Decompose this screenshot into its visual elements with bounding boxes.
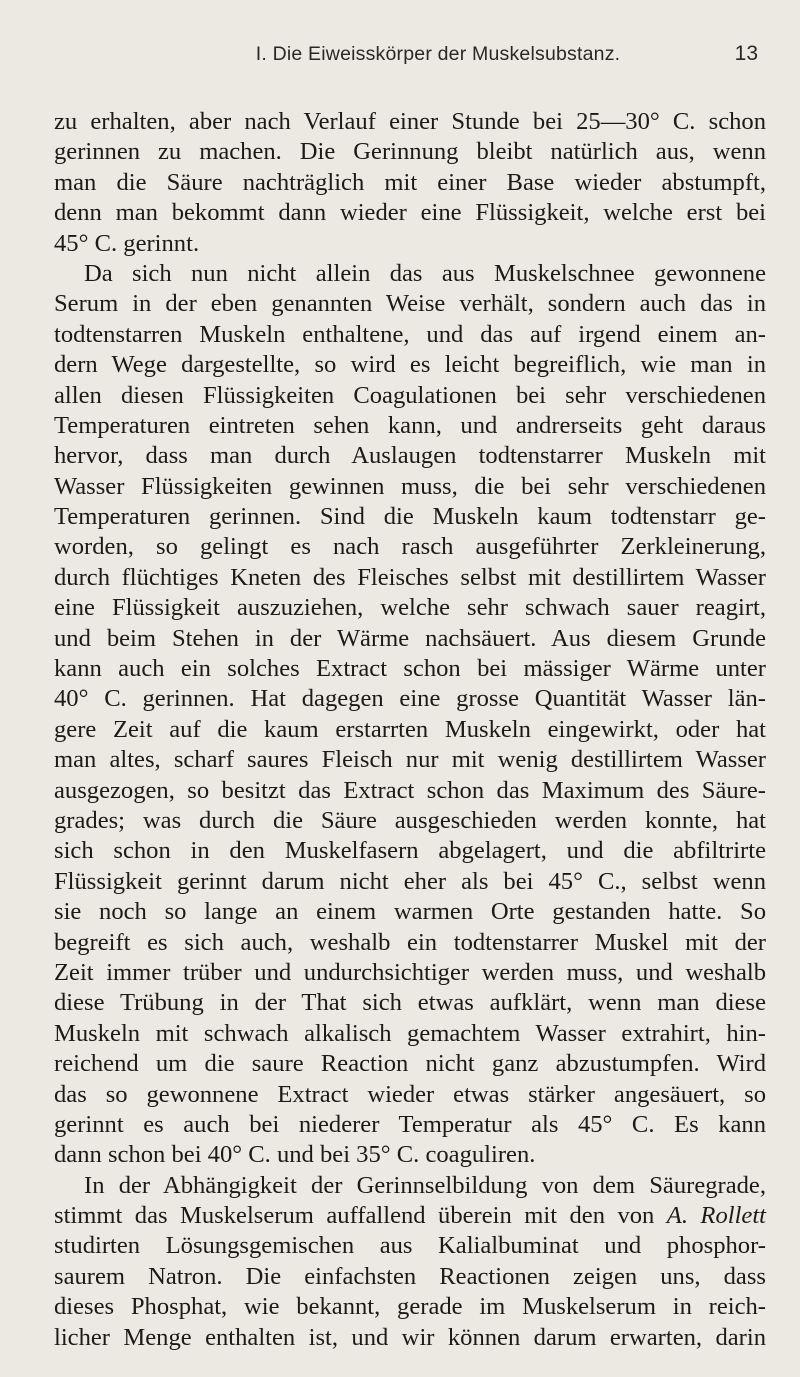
- text-line: zu erhalten, aber nach Verlauf einer Stunde bei 25—30° C. schon: [54, 108, 766, 135]
- text-line: Wasser Flüssigkeiten gewinnen muss, die bei sehr verschiedenen: [54, 472, 766, 500]
- text-line: dann schon bei 40° C. und bei 35° C. coaguliren.: [54, 1141, 536, 1169]
- text-line: Serum in der eben genannten Weise verhält, sondern auch das in: [54, 290, 766, 318]
- text-line: saurem Natron. Die einfachsten Reactionen zeigen uns, dass: [54, 1262, 766, 1290]
- text-line: diese Trübung in der That sich etwas aufklärt, wenn man diese: [54, 989, 766, 1017]
- text-line: denn man bekommt dann wieder eine Flüssigkeit, welche erst bei: [54, 199, 766, 227]
- text-line: man altes, scharf saures Fleisch nur mit wenig destillirtem Wasser: [54, 746, 766, 774]
- paragraph-start-line: In der Abhängigkeit der Gerinnselbildung von dem Säuregrade,: [84, 1171, 766, 1199]
- text-line: Muskeln mit schwach alkalisch gemachtem Wasser extrahirt, hin-: [54, 1019, 766, 1047]
- running-title: I. Die Eiweisskörper der Muskelsubstanz.: [255, 43, 621, 65]
- text-line: todtenstarren Muskeln enthaltene, und das auf irgend einem an-: [54, 320, 766, 348]
- text-line: man die Säure nachträglich mit einer Base wieder abstumpft,: [54, 168, 766, 196]
- text-line: begreift es sich auch, weshalb ein todtenstarrer Muskel mit der: [54, 928, 766, 956]
- text-line: das so gewonnene Extract wieder etwas stärker angesäuert, so: [54, 1080, 766, 1108]
- text-line: licher Menge enthalten ist, und wir können darum erwarten, darin: [54, 1323, 766, 1351]
- text-line: grades; was durch die Säure ausgeschieden werden konnte, hat: [54, 806, 766, 834]
- text-line: 40° C. gerinnen. Hat dagegen eine grosse Quantität Wasser län-: [54, 685, 766, 713]
- text-line: gerinnen zu machen. Die Gerinnung bleibt natürlich aus, wenn: [54, 138, 766, 166]
- text-line: allen diesen Flüssigkeiten Coagulationen bei sehr verschiedenen: [54, 381, 766, 409]
- running-header: [106, 40, 760, 72]
- text-line: kann auch ein solches Extract schon bei mässiger Wärme unter: [54, 655, 766, 683]
- line-text-before-author: stimmt das Muskelserum auffallend überein mit den von: [54, 1202, 667, 1230]
- text-line: dern Wege dargestellte, so wird es leicht begreiflich, wie man in: [54, 351, 766, 379]
- text-line-with-author: [54, 1201, 766, 1231]
- text-line: studirten Lösungsgemischen aus Kalialbuminat und phosphor-: [54, 1232, 766, 1260]
- text-line: Temperaturen eintreten sehen kann, und andrerseits geht daraus: [54, 411, 766, 439]
- text-line: eine Flüssigkeit auszuziehen, welche sehr schwach sauer reagirt,: [54, 594, 766, 622]
- text-line: dieses Phosphat, wie bekannt, gerade im Muskelserum in reich-: [54, 1293, 766, 1321]
- text-line: worden, so gelingt es nach rasch ausgeführter Zerkleinerung,: [54, 533, 766, 561]
- page-number: 13: [734, 42, 758, 65]
- text-line: Zeit immer trüber und undurchsichtiger werden muss, und weshalb: [54, 958, 766, 986]
- text-line: durch flüchtiges Kneten des Fleisches selbst mit destillirtem Wasser: [54, 563, 766, 591]
- text-line: Flüssigkeit gerinnt darum nicht eher als bei 45° C., selbst wenn: [54, 867, 766, 895]
- body-text: [54, 107, 766, 1353]
- text-line: gere Zeit auf die kaum erstarrten Muskeln eingewirkt, oder hat: [54, 715, 766, 743]
- text-line: 45° C. gerinnt.: [54, 229, 200, 257]
- text-line: reichend um die saure Reaction nicht ganz abzustumpfen. Wird: [54, 1050, 766, 1078]
- text-line: sie noch so lange an einem warmen Orte gestanden hatte. So: [54, 898, 766, 926]
- text-line: ausgezogen, so besitzt das Extract schon das Maximum des Säure-: [54, 776, 766, 804]
- text-line: gerinnt es auch bei niederer Temperatur als 45° C. Es kann: [54, 1110, 766, 1138]
- text-line: Temperaturen gerinnen. Sind die Muskeln kaum todtenstarr ge-: [54, 503, 766, 531]
- paragraph-start-line: Da sich nun nicht allein das aus Muskelschnee gewonnene: [84, 259, 766, 287]
- text-line: sich schon in den Muskelfasern abgelagert, und die abfiltrirte: [54, 837, 766, 865]
- text-line: und beim Stehen in der Wärme nachsäuert. Aus diesem Grunde: [54, 624, 766, 652]
- author-name: A. Rollett: [666, 1202, 766, 1230]
- text-line: hervor, dass man durch Auslaugen todtenstarrer Muskeln mit: [54, 442, 766, 470]
